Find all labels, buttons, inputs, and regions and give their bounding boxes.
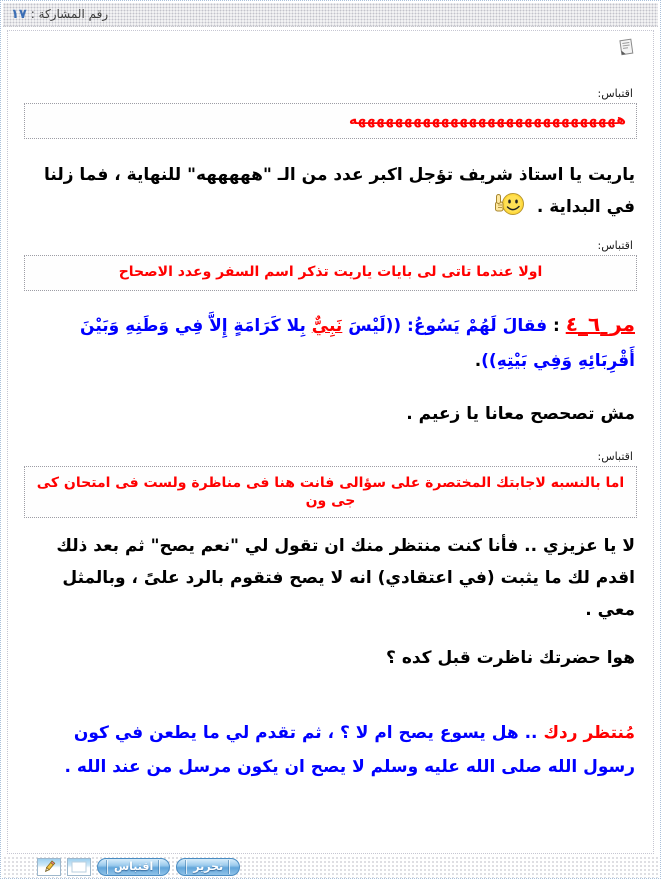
quote-box: [24, 103, 637, 139]
quote-box: [24, 466, 637, 518]
verse-prophet-word: نَبِيٌّ: [311, 316, 343, 336]
quote-section: [24, 87, 637, 139]
thumbs-up-smiley-icon: [493, 191, 525, 218]
quote-section: [24, 450, 637, 518]
paragraph-joke: مش تصحصح معانا يا زعيم .: [406, 404, 635, 424]
quote-text: اولا عندما تاتى لى بايات ياريت تذكر اسم السفر وعدد الاصحاح: [118, 264, 543, 280]
quote-label: اقتباس:: [597, 450, 633, 463]
quote-text: هههههههههههههههههههههههههههههه: [349, 112, 626, 128]
paragraph-request: [26, 159, 635, 223]
quote-text: اما بالنسبه لاجابتك المختصرة على سؤالى فانت هنا فى مناظرة ولست فى امتحان كى جى ون: [36, 475, 625, 509]
post-footer: [3, 856, 658, 878]
paragraph-request-text: ياريت يا استاذ شريف تؤجل اكبر عدد من الـ "هههههه" للنهاية ، فما زلنا في البداية .: [44, 165, 635, 217]
edit-pencil-icon: [41, 860, 57, 874]
verse-reference: مر_٦_٤: [565, 312, 635, 336]
post-number-value: ١٧: [11, 7, 27, 22]
verse-paragraph: [26, 307, 635, 379]
quote-section: [24, 239, 637, 291]
edit-pencil-button[interactable]: [37, 858, 61, 876]
paragraph-reply: لا يا عزيزي .. فأنا كنت منتظر منك ان تقول لي "نعم يصح" ثم بعد ذلك اقدم لك ما يثبت (في اعتقادي) انه لا يصح فتقوم بالرد علىً ، وبالمثل معي .: [56, 536, 635, 620]
post-body: [7, 30, 654, 854]
verse-text: فقالَ لَهُمْ يَسُوعُ: ((لَيْسَ: [342, 316, 548, 336]
quote-button[interactable]: اقتباس: [97, 858, 170, 876]
quote-label: اقتباس:: [597, 87, 633, 100]
verse-separator: :: [547, 316, 566, 336]
verse-text: بِلا كَرَامَةٍ إِلاَّ فِي وَطَنِهِ وَبَيْنَ أَقْرِبَائِهِ وَفِي بَيْتِهِ)): [80, 316, 635, 371]
post-header: [3, 3, 658, 27]
post-note-icon: [617, 37, 635, 59]
awaiting-reply-text: .. هل يسوع يصح ام لا ؟ ، ثم تقدم لي ما يطعن في كون رسول الله صلى الله عليه وسلم لا يصح ان يكون مرسل من عند الله .: [64, 723, 635, 777]
post-number-label: رقم المشاركة :: [30, 7, 109, 21]
edit-button[interactable]: تحرير: [176, 858, 240, 876]
blank-note-icon: [71, 861, 87, 873]
blank-note-button[interactable]: [67, 858, 91, 876]
paragraph-awaiting-reply: [26, 716, 635, 784]
post-number: [11, 7, 108, 22]
awaiting-reply-highlight: مُنتظر ردك: [543, 723, 635, 743]
post-icon-row: [20, 35, 641, 73]
paragraph-question: هوا حضرتك ناظرت قبل كده ؟: [386, 648, 635, 668]
quote-box: [24, 255, 637, 291]
quote-label: اقتباس:: [597, 239, 633, 252]
verse-period: .: [474, 351, 482, 371]
